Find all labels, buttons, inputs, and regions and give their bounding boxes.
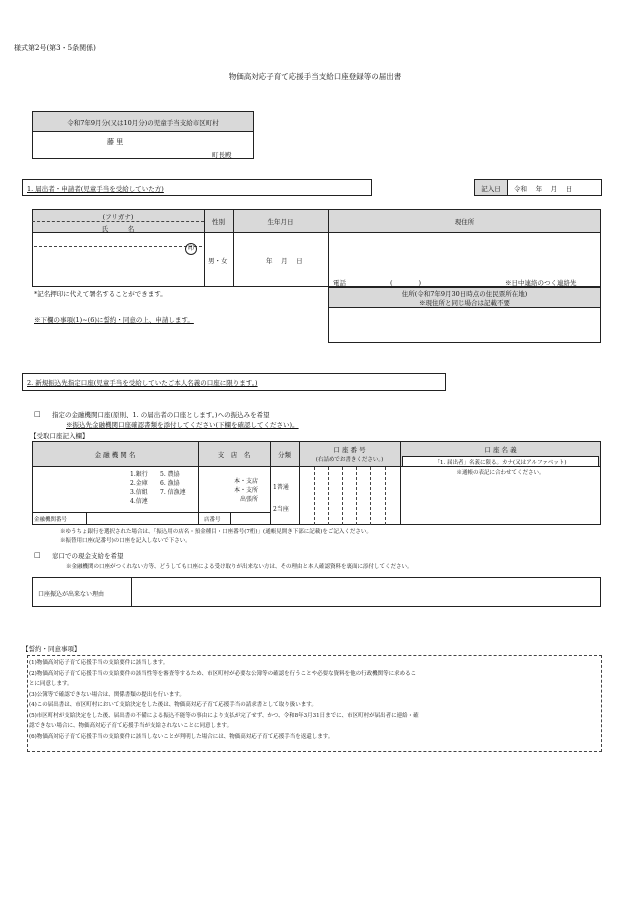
divider [370, 467, 371, 525]
col-account-sub: (右詰めでお書きください。) [315, 457, 384, 463]
option1-checkbox[interactable]: □ [34, 410, 41, 418]
divider [342, 467, 343, 525]
pledge-item: (3)公簿等で確認できない場合は、関係書類の提出を行います。 [29, 691, 185, 698]
birth-value[interactable]: 年 月 日 [266, 257, 303, 265]
option2-note: ※金融機関の口座がつくれない方等、どうしても口座による受け取りが出来ない方は、その理由と本人確認資料を裏面に添付してください。 [66, 564, 413, 570]
option2-label: 窓口での現金支給を希望 [52, 552, 124, 560]
pledge-list [29, 658, 419, 742]
pledge-item: (5)市区町村が支給決定をした後、届出書の不備による振込不能等の事由により支払が完了せず、かつ、令和8年3月31日までに、市区町村が届出者に連絡・確 [29, 712, 419, 719]
addressee-line1: 令和7年9月分(又は10月分)の児童手当支給市区町村 [67, 119, 219, 127]
phone-value[interactable]: ( ) [390, 279, 422, 287]
col-holder: 口 座 名 義 [484, 446, 517, 454]
holder-note1: 「1. 届出者」名義に限る。カナ(又はアルファベット) [434, 460, 567, 466]
col-birth: 生年月日 [267, 218, 294, 226]
option2-checkbox[interactable]: □ [34, 551, 41, 559]
reason-input[interactable] [135, 579, 597, 605]
col-gender: 性別 [212, 218, 225, 226]
divider [32, 512, 270, 513]
page-title: 物価高対応子育て応援手当支給口座登録等の届出書 [228, 72, 402, 81]
yucho-note1: ※ゆうちょ銀行を選択された場合は、「振込用の店名・預金種目・口座番号(7桁)」(通帳見開き下部に記載)をご記入ください。 [60, 529, 372, 535]
account-table-title: 【受取口座記入欄】 [30, 432, 89, 440]
col-type: 分類 [278, 451, 291, 459]
divider [385, 467, 386, 525]
divider [356, 467, 357, 525]
account-type-current[interactable]: 2当座 [273, 506, 289, 513]
phone-label: 電話 [333, 279, 346, 287]
agree-note: ※下欄の事項(1)~(6)に誓約・同意の上、申請します。 [34, 316, 194, 324]
seal-mark: 印 [185, 243, 197, 255]
col-address: 現住所 [454, 218, 475, 226]
section2-heading: 2. 新規振込先指定口座(児童手当を受給していたご本人名義の口座に限ります。) [27, 379, 258, 387]
addressee-suffix: 町長殿 [212, 151, 232, 159]
col-account: 口 座 番 号 [333, 446, 366, 454]
divider [131, 577, 132, 607]
signature-note: *記名押印に代えて署名することができます。 [34, 290, 167, 298]
section1-heading: 1. 届出者・申請者(児童手当を受給していた方) [27, 185, 164, 193]
branch-code-label: 店番号 [204, 517, 221, 523]
residence-label2: ※現住所と同じ場合は記載不要 [419, 299, 510, 307]
divider [328, 467, 329, 525]
yucho-note2: ※振替用口座(記番号)の口座を記入しないで下さい。 [60, 538, 191, 544]
divider [230, 512, 231, 525]
form-id: 様式第2号(第3・5条関係) [14, 44, 96, 52]
bank-code-label: 金融機関番号 [34, 517, 68, 523]
reason-label: 口座振込が出来ない理由 [38, 591, 105, 598]
option1-note: ※振込先金融機関口座確認書類を添付してください(下欄を確認してください)。 [66, 421, 299, 429]
pledge-item: (4)この届出書は、市区町村において支給決定をした後は、物価高対応子育て応援手当の請求書として取り扱います。 [29, 702, 317, 708]
branch-type-list[interactable]: 本・支店 本・支所 出張所 [234, 478, 259, 503]
account-type-ordinary[interactable]: 1普通 [273, 484, 289, 491]
addressee-name: 藤 里 [107, 138, 124, 146]
pledge-item: とに同意します。 [29, 681, 73, 687]
pledge-item: (6)物価高対応子育て応援手当の支給要件に該当しないことが判明した場合には、物価高対応子育て応援手当を返還します。 [29, 733, 334, 740]
date-value[interactable]: 令和 年 月 日 [514, 185, 573, 193]
col-branch: 支 店 名 [217, 451, 251, 459]
option1-label: 指定の金融機関口座(原則、1. の届出者の口座とします。)への振込みを希望 [52, 411, 270, 419]
phone-note: ※日中連絡のつく連絡先 [505, 279, 577, 287]
divider [32, 221, 204, 222]
gender-value[interactable]: 男・女 [208, 257, 228, 265]
pledge-heading: 【誓約・同意事項】 [22, 645, 81, 653]
bank-type-list[interactable]: 1.銀行 2.金庫 3.信組 4.信連 [130, 471, 148, 505]
date-label: 記入日 [481, 185, 501, 193]
pledge-item: (1)物価高対応子育て応援手当の支給要件に該当します。 [29, 660, 169, 666]
col-bank: 金 融 機 関 名 [94, 451, 136, 459]
residence-label1: 住所(令和7年9月30日時点の住民票所在地) [401, 290, 528, 298]
col-furigana: (フリガナ) [102, 213, 134, 221]
pledge-item: (2)物価高対応子育て応援手当の支給要件の該当性等を審査等するため、市区町村が必要な公簿等の確認を行うことや必要な資料を他の行政機関等に求めるこ [29, 670, 417, 677]
holder-note2: ※通帳の表記に合わせてください。 [456, 470, 545, 476]
divider [86, 512, 87, 525]
pledge-item: 認できない場合に、物価高対応子育て応援手当が支給されないことに同意します。 [29, 723, 233, 729]
divider [314, 467, 315, 525]
bank-type-list2[interactable]: 5. 農協 6. 漁協 7. 信漁連 [160, 471, 186, 496]
col-name: 氏 名 [101, 225, 135, 233]
divider [34, 246, 202, 247]
